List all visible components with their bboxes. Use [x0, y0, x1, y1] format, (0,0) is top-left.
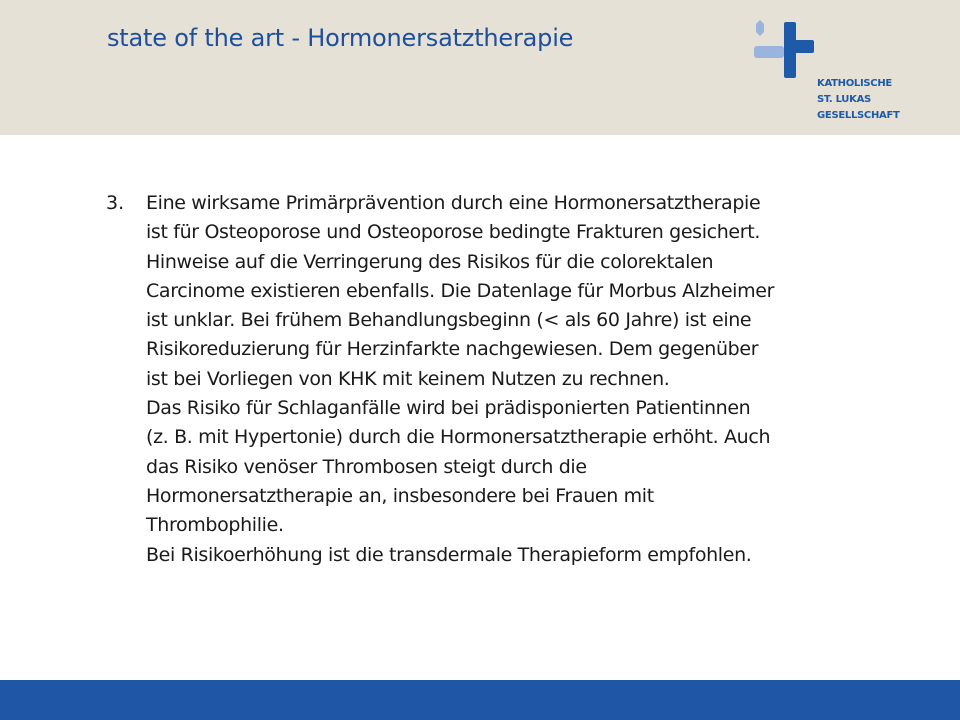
body-line: Risikoreduzierung für Herzinfarkte nachgewiesen. Dem gegenüber [146, 338, 759, 361]
body-line: Eine wirksame Primärprävention durch eine Hormonersatztherapie [146, 192, 761, 214]
body-line: ist bei Vorliegen von KHK mit keinem Nutzen zu rechnen. [146, 367, 670, 390]
body-line: Bei Risikoerhöhung ist die transdermale Therapieform empfohlen. [146, 543, 752, 566]
header-band [0, 0, 960, 135]
body-line: (z. B. mit Hypertonie) durch die Hormonersatztherapie erhöht. Auch [146, 426, 771, 449]
logo-text [817, 76, 900, 124]
cross-logo-icon [752, 18, 822, 82]
footer-band [0, 680, 960, 720]
organization-logo [752, 18, 912, 128]
list-item-text [146, 189, 886, 570]
logo-line-2: ST. LUKAS [817, 94, 871, 105]
body-line: Hormonersatztherapie an, insbesondere bei Frauen mit [146, 484, 654, 507]
body-line: Hinweise auf die Verringerung des Risikos für die colorektalen [146, 250, 714, 273]
logo-line-1: KATHOLISCHE [817, 78, 892, 89]
list-item-number: 3. [106, 192, 125, 214]
body-line: Thrombophilie. [146, 514, 284, 537]
body-line: das Risiko venöser Thrombosen steigt durch die [146, 455, 587, 478]
body-line: Das Risiko für Schlaganfälle wird bei prädisponierten Patientinnen [146, 397, 751, 420]
body-line: Carcinome existieren ebenfalls. Die Datenlage für Morbus Alzheimer [146, 279, 775, 302]
body-line: ist für Osteoporose und Osteoporose bedingte Frakturen gesichert. [146, 221, 761, 244]
slide-title: state of the art - Hormonersatztherapie [107, 24, 574, 52]
body-line: ist unklar. Bei frühem Behandlungsbeginn (< als 60 Jahre) ist eine [146, 309, 752, 332]
logo-line-3: GESELLSCHAFT [817, 110, 900, 121]
